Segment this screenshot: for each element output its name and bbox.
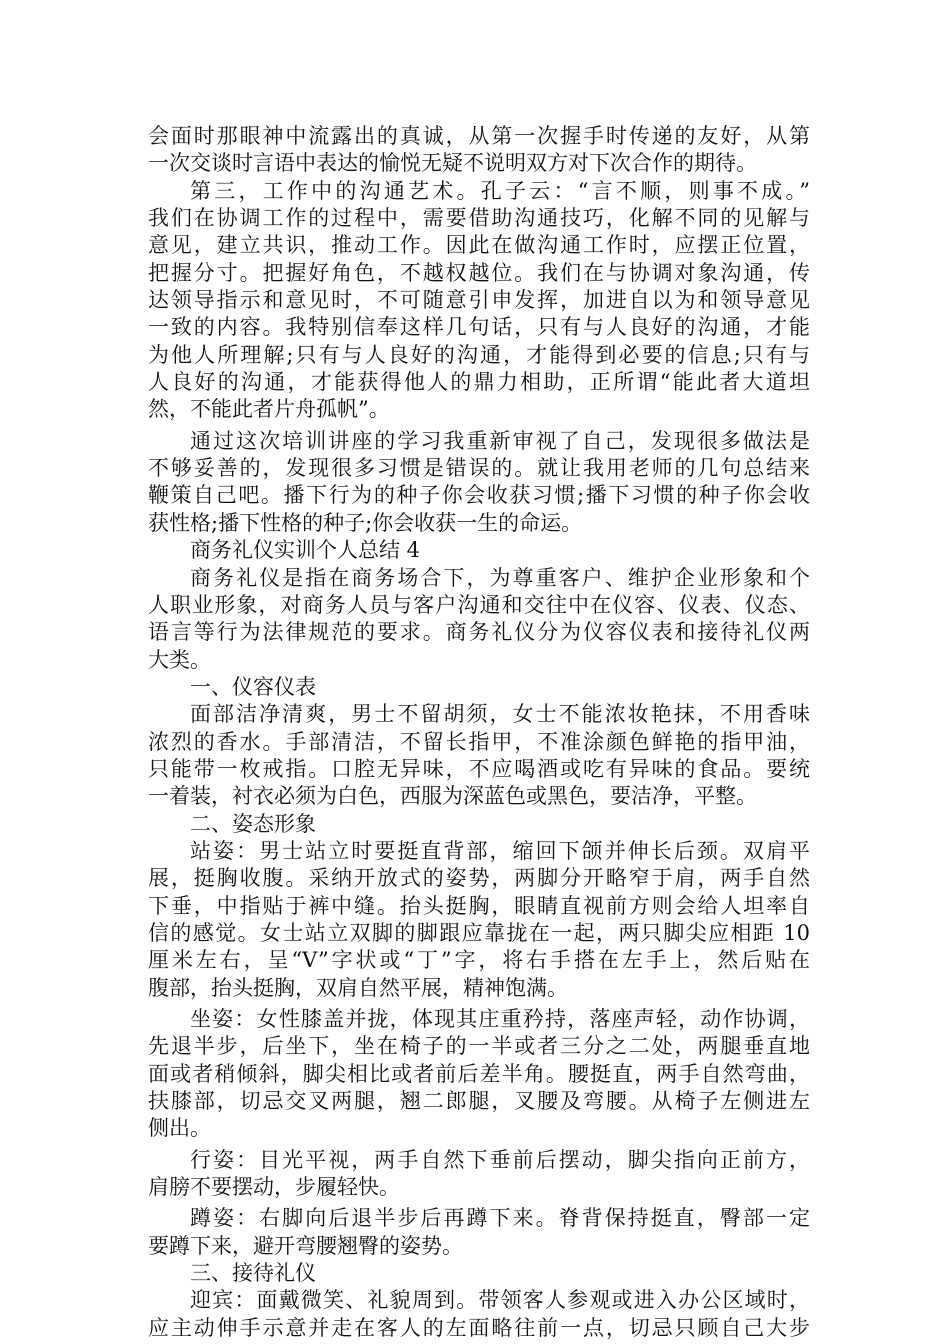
text-line: 浓烈的香水。手部清洁，不留长指甲，不准涂颜色鲜艳的指甲油， [148, 729, 810, 754]
text-line: 商务礼仪实训个人总结 4 [190, 538, 421, 563]
text-line: 二、姿态形象 [190, 811, 316, 836]
text-line: 应主动伸手示意并走在客人的左面略往前一点，切忌只顾自己大步 [148, 1315, 810, 1340]
text-line: 通过这次培训讲座的学习我重新审视了自己，发现很多做法是 [190, 428, 810, 453]
text-line: 迎宾：面戴微笑、礼貌周到。带领客人参观或进入办公区域时， [190, 1288, 810, 1313]
document-page [148, 123, 810, 1342]
text-line: 人职业形象，对商务人员与客户沟通和交往中在仪容、仪表、仪态、 [148, 592, 810, 617]
text-line: 获性格;播下性格的种子;你会收获一生的命运。 [148, 510, 583, 535]
text-line: 第三，工作中的沟通艺术。孔子云：“言不顺，则事不成。” [190, 178, 810, 203]
text-line: 三、接待礼仪 [190, 1261, 316, 1286]
text-line: 侧出。 [148, 1116, 211, 1141]
text-line: 扶膝部，切忌交叉两腿，翘二郎腿，叉腰及弯腰。从椅子左侧进左 [148, 1089, 810, 1114]
text-line: 大类。 [148, 647, 211, 672]
text-line: 会面时那眼神中流露出的真诚，从第一次握手时传递的友好，从第 [148, 124, 810, 148]
text-line: 要蹲下来，避开弯腰翘臀的姿势。 [148, 1233, 463, 1258]
text-line: 先退半步，后坐下，坐在椅子的一半或者三分之二处，两腿垂直地 [148, 1034, 810, 1059]
text-line: 我们在协调工作的过程中，需要借助沟通技巧，化解不同的见解与 [148, 206, 810, 231]
text-line: 行姿：目光平视，两手自然下垂前后摆动，脚尖指向正前方， [190, 1147, 810, 1172]
text-line: 商务礼仪是指在商务场合下，为尊重客户、维护企业形象和个 [190, 565, 810, 590]
text-line: 一次交谈时言语中表达的愉悦无疑不说明双方对下次合作的期待。 [148, 151, 757, 176]
text-line: 腹部，抬头挺胸，双肩自然平展，精神饱满。 [148, 975, 568, 1000]
text-line: 坐姿：女性膝盖并拢，体现其庄重矜持，落座声轻，动作协调， [190, 1007, 810, 1031]
text-line: 厘米左右，呈“V”字状或“丁”字，将右手搭在左手上，然后贴在 [148, 948, 810, 973]
text-line: 意见，建立共识，推动工作。因此在做沟通工作时，应摆正位置， [148, 233, 810, 258]
text-line: 达领导指示和意见时，不可随意引申发挥，加进自以为和领导意见 [148, 288, 810, 313]
text-line: 站姿：男士站立时要挺直背部，缩回下颌并伸长后颈。双肩平 [190, 838, 810, 863]
text-line: 只能带一枚戒指。口腔无异味，不应喝酒或吃有异味的食品。要统 [148, 756, 810, 781]
text-line: 面或者稍倾斜，脚尖相比或者前后差半角。腰挺直，两手自然弯曲， [148, 1061, 810, 1086]
text-line: 人良好的沟通，才能获得他人的鼎力相助，正所谓“能此者大道坦 [148, 370, 810, 395]
text-line: 面部洁净清爽，男士不留胡须，女士不能浓妆艳抹，不用香味 [190, 702, 810, 727]
text-line: 把握分寸。把握好角色，不越权越位。我们在与协调对象沟通，传 [148, 260, 810, 285]
text-line: 为他人所理解;只有与人良好的沟通，才能得到必要的信息;只有与 [148, 342, 810, 367]
text-line: 下垂，中指贴于裤中缝。抬头挺胸，眼睛直视前方则会给人坦率自 [148, 893, 810, 918]
text-line: 不够妥善的，发现很多习惯是错误的。就让我用老师的几句总结来 [148, 456, 810, 481]
text-line: 然，不能此者片舟孤帆”。 [148, 397, 390, 422]
text-line: 语言等行为法律规范的要求。商务礼仪分为仪容仪表和接待礼仪两 [148, 620, 810, 645]
text-line: 一、仪容仪表 [190, 674, 316, 699]
text-line: 肩膀不要摆动，步履轻快。 [148, 1175, 400, 1200]
text-line: 蹲姿：右脚向后退半步后再蹲下来。脊背保持挺直，臀部一定 [190, 1206, 810, 1231]
text-line: 一着装，衬衣必须为白色，西服为深蓝色或黑色，要洁净，平整。 [148, 784, 757, 809]
text-line: 展，挺胸收腹。采纳开放式的姿势，两脚分开略窄于肩，两手自然 [148, 866, 810, 891]
text-line: 信的感觉。女士站立双脚的脚跟应靠拢在一起，两只脚尖应相距 10 [148, 920, 810, 945]
text-line: 一致的内容。我特别信奉这样几句话，只有与人良好的沟通，才能 [148, 315, 810, 340]
text-line: 鞭策自己吧。播下行为的种子你会收获习惯;播下习惯的种子你会收 [148, 483, 810, 508]
